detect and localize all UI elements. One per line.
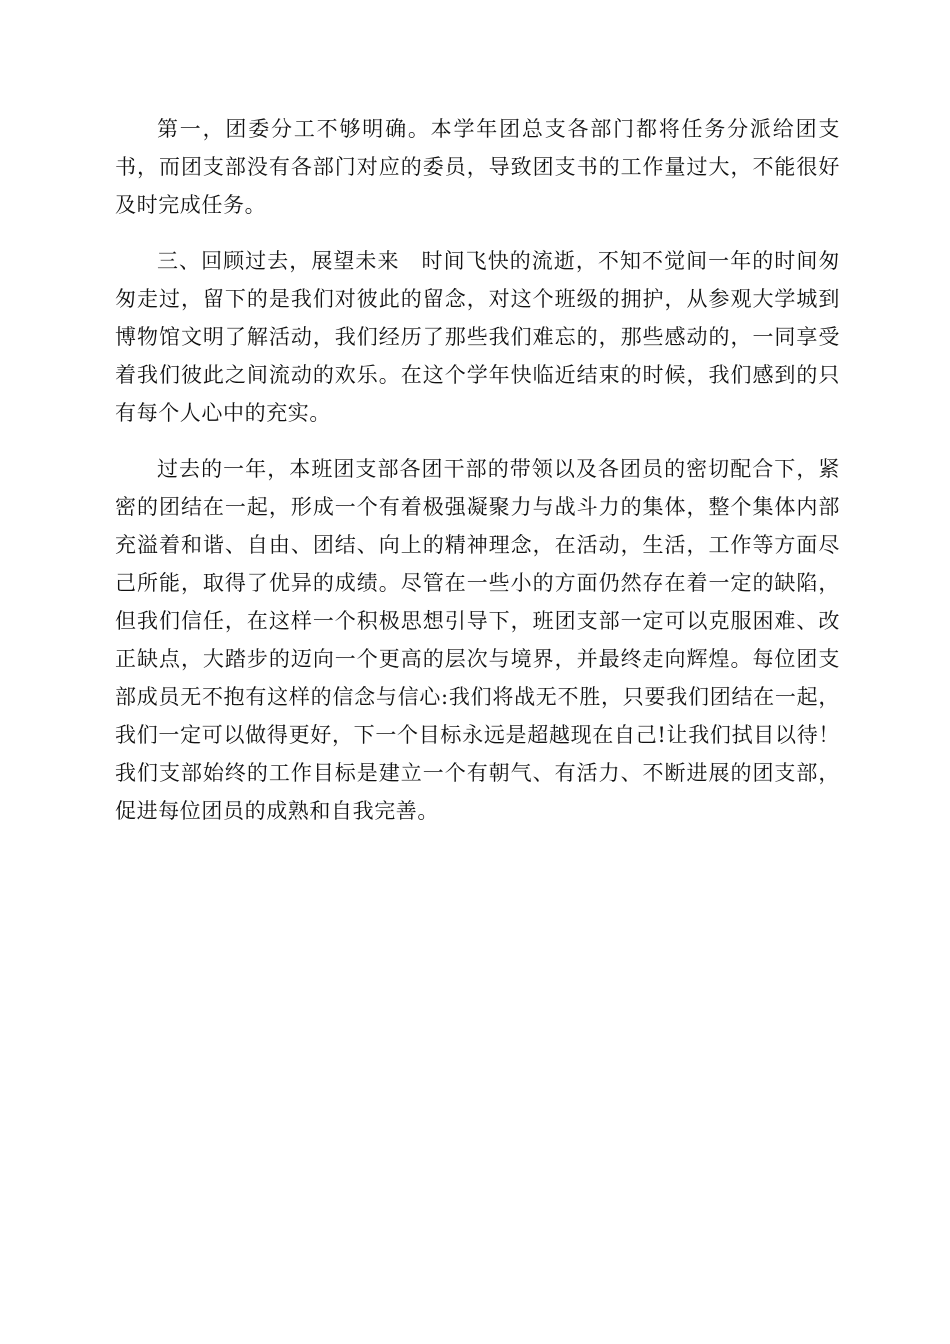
document-body (115, 110, 862, 830)
paragraph-division-of-labor: 第一，团委分工不够明确。本学年团总支各部门都将任务分派给团支书，而团支部没有各部门对应的委员，导致团支书的工作量过大，不能很好及时完成任务。 (115, 117, 840, 217)
paragraph-review-and-outlook: 三、回顾过去，展望未来 时间飞快的流逝，不知不觉间一年的时间匆匆走过，留下的是我们对彼此的留念，对这个班级的拥护，从参观大学城到博物馆文明了解活动，我们经历了那些我们难忘的，那些感动的，一同享受着我们彼此之间流动的欢乐。在这个学年快临近结束的时候，我们感到的只有每个人心中的充实。 (115, 249, 840, 425)
paragraph-past-year-summary: 过去的一年，本班团支部各团干部的带领以及各团员的密切配合下，紧密的团结在一起，形成一个有着极强凝聚力与战斗力的集体，整个集体内部充溢着和谐、自由、团结、向上的精神理念，在活动，生活，工作等方面尽己所能，取得了优异的成绩。尽管在一些小的方面仍然存在着一定的缺陷，但我们信任，在这样一个积极思想引导下，班团支部一定可以克服困难、改正缺点，大踏步的迈向一个更高的层次与境界，并最终走向辉煌。每位团支部成员无不抱有这样的信念与信心:我们将战无不胜，只要我们团结在一起，我们一定可以做得更好，下一个目标永远是超越现在自己!让我们拭目以待！ 我们支部始终的工作目标是建立一个有朝气、有活力、不断进展的团支部，促进每位团员的成熟和自我完善。 (115, 457, 862, 823)
